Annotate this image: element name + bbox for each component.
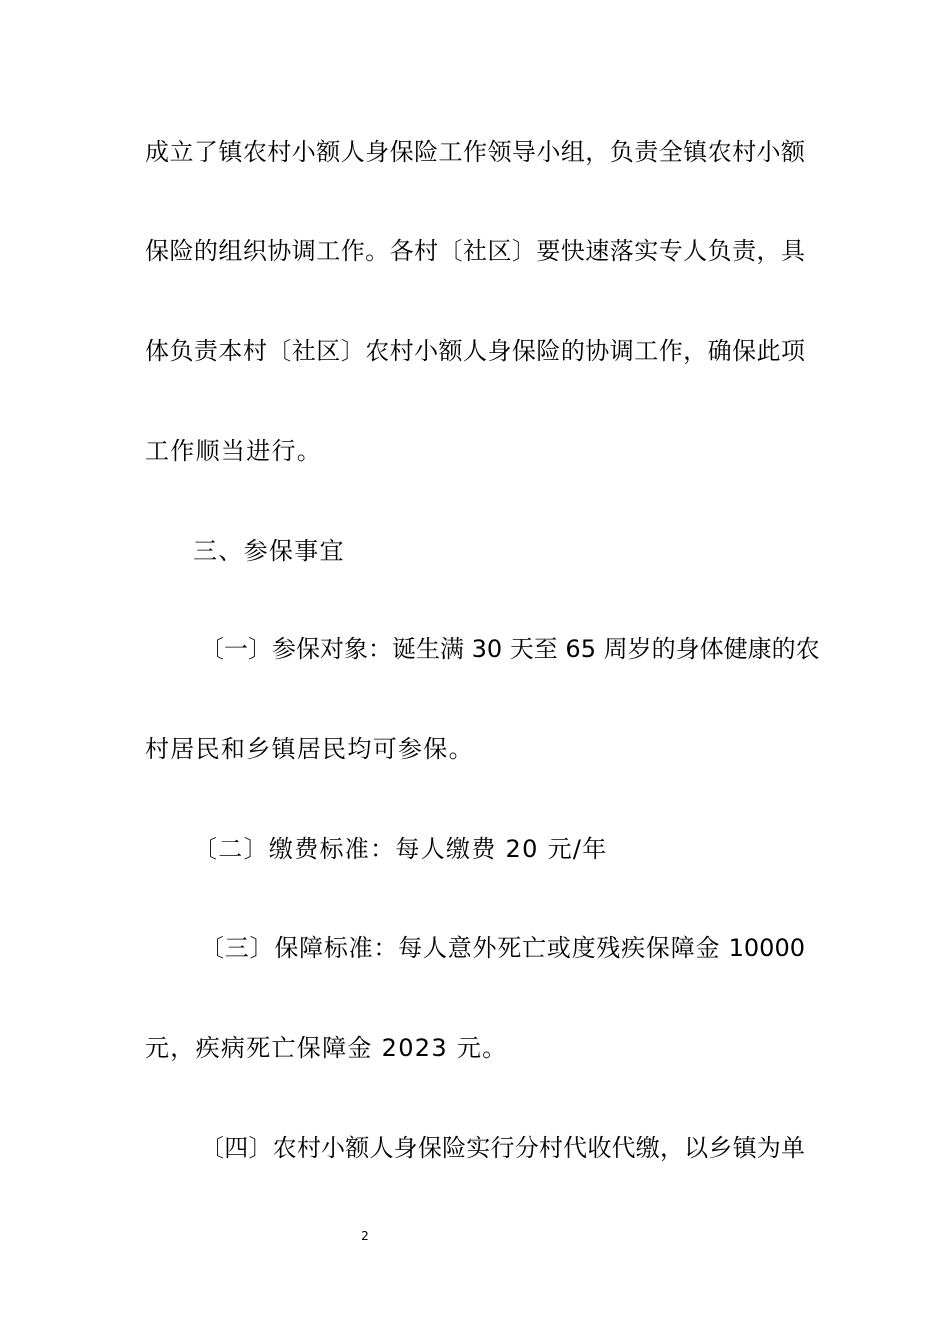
item-2: 〔二〕缴费标准：每人缴费 20 元/年 — [193, 835, 608, 863]
paragraph-line-2: 保险的组织协调工作。各村〔社区〕要快速落实专人负责，具 — [145, 237, 805, 265]
paragraph-line-1: 成立了镇农村小额人身保险工作领导小组，负责全镇农村小额 — [145, 138, 805, 166]
item-3-line-1: 〔三〕保障标准：每人意外死亡或度残疾保障金 10000 — [200, 934, 805, 962]
paragraph-line-3: 体负责本村〔社区〕农村小额人身保险的协调工作，确保此项 — [145, 337, 805, 365]
item-1-line-2: 村居民和乡镇居民均可参保。 — [145, 735, 474, 763]
section-heading: 三、参保事宜 — [193, 537, 345, 565]
item-3-line-2: 元，疾病死亡保障金 2023 元。 — [145, 1034, 508, 1062]
paragraph-line-4: 工作顺当进行。 — [145, 437, 323, 465]
item-1-line-1: 〔一〕参保对象：诞生满 30 天至 65 周岁的身体健康的农 — [200, 635, 820, 663]
item-4-line-1: 〔四〕农村小额人身保险实行分村代收代缴，以乡镇为单 — [200, 1134, 805, 1162]
page-number: 2 — [361, 1229, 369, 1243]
